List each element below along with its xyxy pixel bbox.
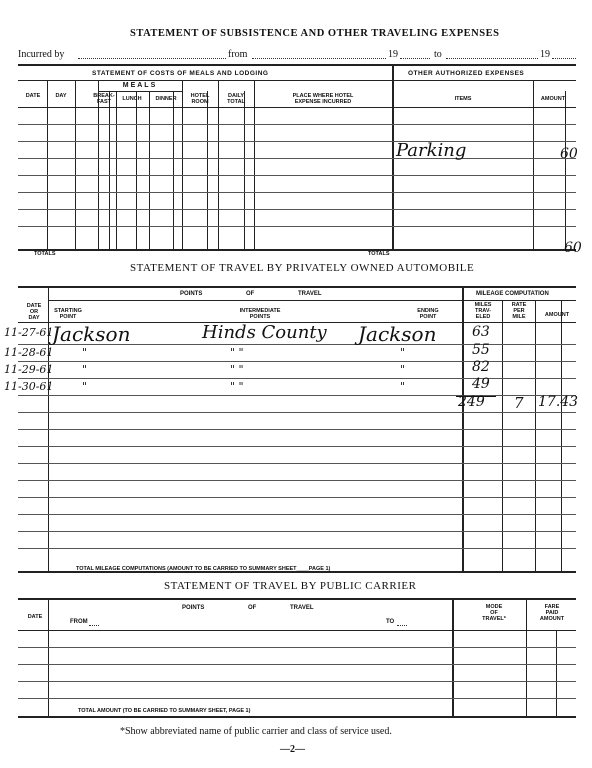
col-line-items-l <box>392 64 394 250</box>
auto-row-date: 11-27-61 <box>4 326 54 339</box>
auto-amount-header: AMOUNT <box>544 312 570 318</box>
place-header: PLACE WHERE HOTEL EXPENSE INCURRED <box>292 93 354 105</box>
total-amount-entry: 60 <box>564 240 582 256</box>
auto-row-miles: 55 <box>472 342 490 358</box>
auto-row-inter: " " <box>230 380 244 393</box>
pub-from-label: FROM <box>70 619 88 625</box>
fare-paid-header: FARE PAID AMOUNT <box>539 604 565 622</box>
pub-row-line-4 <box>18 698 576 699</box>
auto-row-line-13 <box>18 548 576 549</box>
pub-row-line-3 <box>18 681 576 682</box>
date-header: DATE <box>25 93 41 99</box>
pub-to-label: TO <box>386 619 395 625</box>
auto-row-date: 11-30-61 <box>4 380 54 393</box>
year-label-2: 19 <box>540 49 550 60</box>
miles-traveled-header: MILES TRAV- ELED <box>474 302 492 320</box>
sub-row-line-7 <box>18 226 576 227</box>
rate-value: 7 <box>514 394 524 412</box>
page-number: —2— <box>280 744 305 755</box>
auto-row-miles: 82 <box>472 359 490 375</box>
other-expenses-title: OTHER AUTHORIZED EXPENSES <box>408 70 525 77</box>
total-mileage-note: TOTAL MILEAGE COMPUTATIONS (AMOUNT TO BE CARRIED TO SUMMARY SHEET____PAGE 1) <box>76 566 331 572</box>
hotel-room-header: HOTEL ROOM <box>190 93 210 105</box>
pub-of-label: OF <box>248 605 257 611</box>
rate-per-mile-header: RATE PER MILE <box>511 302 527 320</box>
auto-row-date: 11-29-61 <box>4 363 54 376</box>
auto-row-inter: " " <box>230 346 244 359</box>
pub-travel-label: TRAVEL <box>290 605 314 611</box>
sub-row-line-3 <box>18 158 576 159</box>
auto-row-line-2 <box>18 361 576 362</box>
auto-row-end: Jackson <box>358 322 437 346</box>
totals-right-label: TOTALS <box>368 251 390 257</box>
items-header: ITEMS <box>454 96 472 102</box>
auto-row-miles: 63 <box>472 324 490 340</box>
auto-row-line-9 <box>18 480 576 481</box>
incurred-by-line <box>78 58 226 59</box>
mileage-title: MILEAGE COMPUTATION <box>476 291 549 297</box>
auto-row-line-6 <box>18 429 576 430</box>
from-line <box>252 58 386 59</box>
pub-from-line <box>89 625 99 626</box>
sub-totals-rule <box>18 249 576 251</box>
pub-total-note: TOTAL AMOUNT (TO BE CARRIED TO SUMMARY SHEET, PAGE 1) <box>78 708 251 714</box>
col-line-breakfast-l <box>98 80 99 250</box>
col-line-daily-l <box>218 80 219 250</box>
pub-to-line <box>397 625 407 626</box>
from-label: from <box>228 49 248 60</box>
auto-row-end: " <box>400 363 406 376</box>
year-label-1: 19 <box>388 49 398 60</box>
auto-row-line-5 <box>18 412 576 413</box>
intermediate-points-header: INTERMEDIATE POINTS <box>239 308 281 320</box>
breakfast-header: BREAK- FAST <box>93 93 115 105</box>
day-header: DAY <box>55 93 67 99</box>
pub-row-line-2 <box>18 664 576 665</box>
auto-row-start: " <box>82 380 88 393</box>
auto-title: STATEMENT OF TRAVEL BY PRIVATELY OWNED AUTOMOBILE <box>130 262 475 274</box>
sub-top-rule <box>18 64 576 66</box>
item-entry: Parking <box>396 140 467 161</box>
sub-header-rule <box>18 80 576 81</box>
pub-header-bottom <box>18 630 576 631</box>
col-line-date <box>47 80 48 250</box>
meals-section-title: STATEMENT OF COSTS OF MEALS AND LODGING <box>92 70 269 77</box>
dinner-header: DINNER <box>155 96 177 102</box>
auto-row-start: Jackson <box>52 322 131 346</box>
subsistence-title: STATEMENT OF SUBSISTENCE AND OTHER TRAVELING EXPENSES <box>130 28 500 39</box>
footnote: *Show abbreviated name of public carrier and class of service used. <box>120 726 392 737</box>
pub-row-line-1 <box>18 647 576 648</box>
auto-row-inter: Hinds County <box>202 322 327 343</box>
col-line-day <box>75 80 76 250</box>
lunch-header: LUNCH <box>122 96 142 102</box>
auto-row-start: " <box>82 363 88 376</box>
auto-row-line-12 <box>18 531 576 532</box>
col-line-hotel-l <box>182 80 183 250</box>
sub-row-line-4 <box>18 175 576 176</box>
sub-column-header-bottom <box>18 107 576 108</box>
pub-bottom-rule <box>18 716 576 718</box>
auto-header-rule <box>48 300 576 301</box>
to-label: to <box>434 49 442 60</box>
totals-left-label: TOTALS <box>34 251 56 257</box>
sub-row-line-2 <box>18 141 576 142</box>
auto-top-rule <box>18 286 576 288</box>
auto-row-inter: " " <box>230 363 244 376</box>
sub-row-line-5 <box>18 192 576 193</box>
sub-row-line-1 <box>18 124 576 125</box>
pub-col-fare-sub <box>556 630 557 716</box>
daily-total-header: DAILY TOTAL <box>227 93 245 105</box>
starting-point-header: STARTING POINT <box>54 308 82 320</box>
incurred-by-label: Incurred by <box>18 49 65 60</box>
auto-row-end: " <box>400 346 406 359</box>
auto-row-miles: 49 <box>472 376 490 392</box>
auto-travel-label: TRAVEL <box>298 291 322 297</box>
ending-point-header: ENDING POINT <box>417 308 439 320</box>
pub-top-rule <box>18 598 576 600</box>
year-line-2 <box>552 58 576 59</box>
col-line-place-l <box>254 80 255 250</box>
auto-row-end: " <box>400 380 406 393</box>
meals-sub-rule <box>98 91 182 92</box>
col-line-amount-l <box>533 80 534 250</box>
auto-row-line-3 <box>18 378 576 379</box>
mode-of-travel-header: MODE OF TRAVEL* <box>482 604 506 622</box>
auto-row-line-7 <box>18 446 576 447</box>
auto-row-line-11 <box>18 514 576 515</box>
year-line-1 <box>400 58 430 59</box>
amount-entry: 60 <box>560 146 578 162</box>
public-title: STATEMENT OF TRAVEL BY PUBLIC CARRIER <box>164 580 417 592</box>
date-or-day-header: DATE OR DAY <box>26 303 42 321</box>
pub-date-header: DATE <box>27 614 43 620</box>
auto-row-line-8 <box>18 463 576 464</box>
auto-of-label: OF <box>246 291 255 297</box>
mileage-amount: 17.43 <box>538 394 579 410</box>
auto-row-line-10 <box>18 497 576 498</box>
auto-points-label: POINTS <box>180 291 203 297</box>
to-line <box>446 58 538 59</box>
auto-row-start: " <box>82 346 88 359</box>
sub-row-line-6 <box>18 209 576 210</box>
pub-points-label: POINTS <box>182 605 205 611</box>
meals-header: MEALS <box>122 82 158 89</box>
amount-header: AMOUNT <box>540 96 566 102</box>
auto-row-date: 11-28-61 <box>4 346 54 359</box>
total-miles: 249 <box>458 394 485 410</box>
